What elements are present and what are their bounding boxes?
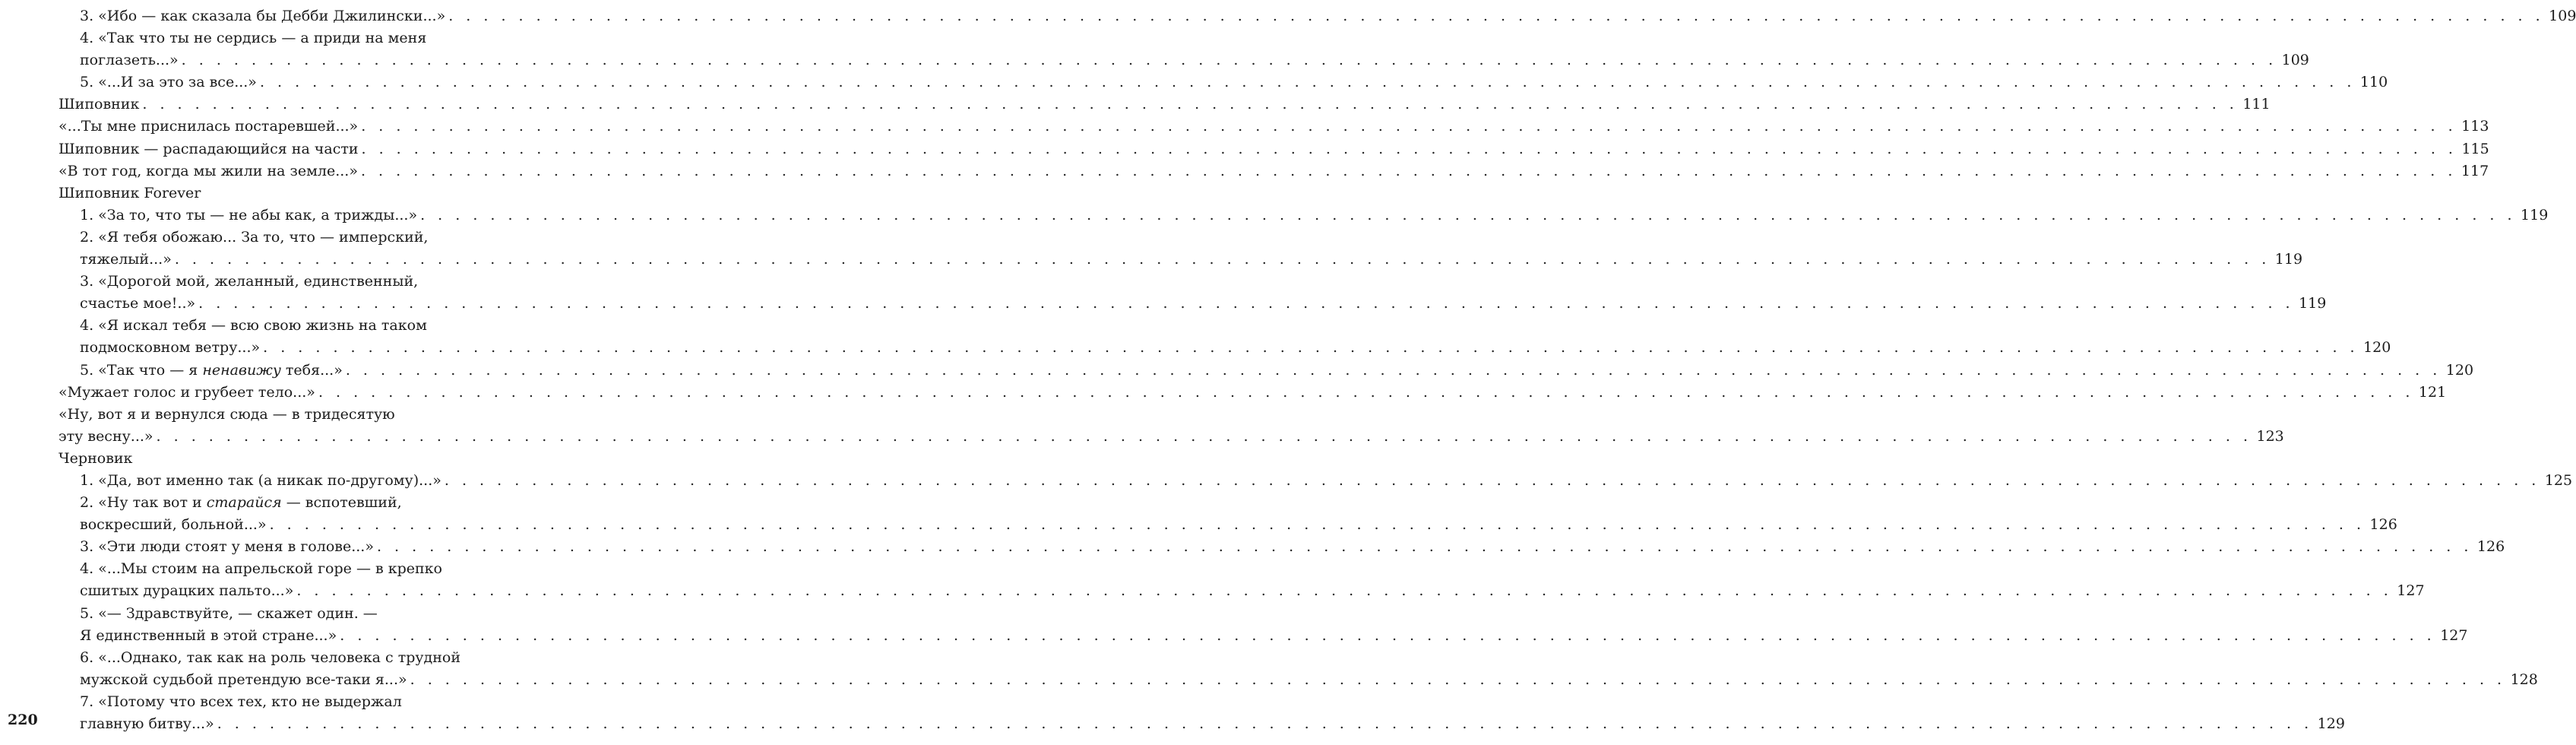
toc-entry-title: сшитых дурацких пальто...» (80, 582, 294, 600)
dot-leader: . . . . . . . . . . . . . . . . . . . . . . . . . . . . . . . . . . . . . . . . . . . . . . . . . . . . . . . . . . . . . . . . . . . . . . . . . . . . . . . . . . . . . . . . . . . . . . . . . . . . . . . . . . . . . . . . . . . . . . . . (345, 361, 2442, 379)
page-number: 220 (8, 712, 38, 728)
dot-leader: . . . . . . . . . . . . . . . . . . . . . . . . . . . . . . . . . . . . . . . . . . . . . . . . . . . . . . . . . . . . . . . . . . . . . . . . . . . . . . . . . . . . . . . . . . . . . . . . . . . . . . . . . . . . . . . . . . . . . . . . (444, 471, 2540, 489)
dot-leader: . . . . . . . . . . . . . . . . . . . . . . . . . . . . . . . . . . . . . . . . . . . . . . . . . . . . . . . . . . . . . . . . . . . . . . . . . . . . . . . . . . . . . . . . . . . . . . . . . . . . . . . . . . . . . . . . . . . . . . . . (259, 74, 2356, 91)
toc-entry-title: «Ну, вот я и вернулся сюда — в тридесятую (59, 405, 395, 423)
toc-entry[interactable] (0, 138, 2489, 160)
toc-entry[interactable] (0, 404, 2284, 448)
toc-entry[interactable] (0, 492, 2397, 536)
toc-page-number: 113 (2461, 118, 2489, 135)
toc-entry-line (0, 271, 508, 293)
toc-entry-line (0, 49, 2309, 71)
dot-leader: . . . . . . . . . . . . . . . . . . . . . . . . . . . . . . . . . . . . . . . . . . . . . . . . . . . . . . . . . . . . . . . . . . . . . . . . . . . . . . . . . . . . . . . . . . . . . . . . . . . . . . . . . . . . . . . . . . . . . . . . (410, 670, 2506, 688)
toc-entry-line (0, 558, 508, 580)
toc-entry-line (0, 713, 2345, 735)
toc-entry-line (0, 448, 508, 470)
dot-leader: . . . . . . . . . . . . . . . . . . . . . . . . . . . . . . . . . . . . . . . . . . . . . . . . . . . . . . . . . . . . . . . . . . . . . . . . . . . . . . . . . . . . . . . . . . . . . . . . . . . . . . . . . . . . . . . . . . . . . . . . (318, 383, 2414, 401)
toc-entry-title: 2. «Я тебя обожаю... За то, что — имперский, (80, 228, 429, 246)
toc-page-number: 111 (2242, 96, 2271, 113)
toc-entry-line (0, 138, 2489, 160)
toc-page-number: 120 (2363, 339, 2391, 357)
toc-entry-line (0, 116, 2489, 138)
toc-entry-title: «...Ты мне приснилась постаревшей...» (59, 118, 359, 135)
toc-entry-line (0, 337, 2391, 359)
table-of-contents (0, 5, 2576, 735)
toc-entry-title: Я единственный в этой стране...» (80, 626, 337, 644)
toc-entry[interactable] (0, 227, 2303, 271)
toc-page-number: 127 (2397, 582, 2425, 600)
toc-page-number: 109 (2281, 52, 2309, 69)
toc-entry-title: счастье мое!..» (80, 295, 196, 312)
dot-leader: . . . . . . . . . . . . . . . . . . . . . . . . . . . . . . . . . . . . . . . . . . . . . . . . . . . . . . . . . . . . . . . . . . . . . . . . . . . . . . . . . . . . . . . . . . . . . . . . . . . . . . . . . . . . . . . . . . . . . . . . (296, 582, 2393, 600)
toc-entry-title: 1. «Да, вот именно так (а никак по-другому)...» (80, 471, 441, 489)
toc-entry-title: главную битву...» (80, 715, 214, 732)
toc-entry-line (0, 315, 508, 337)
toc-entry-title: поглазеть...» (80, 52, 179, 69)
dot-leader: . . . . . . . . . . . . . . . . . . . . . . . . . . . . . . . . . . . . . . . . . . . . . . . . . . . . . . . . . . . . . . . . . . . . . . . . . . . . . . . . . . . . . . . . . . . . . . . . . . . . . . . . . . . . . . . . . . . . . . . . (217, 715, 2313, 732)
toc-entry-line (0, 404, 508, 426)
toc-page-number: 119 (2299, 295, 2327, 312)
toc-entry[interactable] (0, 160, 2489, 182)
toc-entry[interactable] (0, 315, 2391, 359)
toc-entry[interactable] (0, 536, 2505, 558)
toc-entry-title: 3. «Ибо — как сказала бы Дебби Джилински...» (80, 8, 446, 24)
toc-entry-title: 5. «— Здравствуйте, — скажет один. — (80, 604, 378, 622)
toc-entry-title: 7. «Потому что всех тех, кто не выдержал (80, 693, 402, 710)
toc-entry-title: 2. «Ну так вот и старайся — вспотевший, (80, 494, 402, 512)
toc-entry[interactable] (0, 360, 2474, 382)
toc-page-number: 125 (2544, 471, 2573, 489)
toc-entry-title: 3. «Дорогой мой, желанный, единственный, (80, 273, 419, 290)
dot-leader: . . . . . . . . . . . . . . . . . . . . . . . . . . . . . . . . . . . . . . . . . . . . . . . . . . . . . . . . . . . . . . . . . . . . . . . . . . . . . . . . . . . . . . . . . . . . . . . . . . . . . . . . . . . . . . . . . . . . . . . . (263, 339, 2359, 357)
toc-entry-line (0, 470, 2573, 492)
toc-page-number: 129 (2317, 715, 2345, 732)
toc-entry-title: 4. «Я искал тебя — всю свою жизнь на таком (80, 317, 427, 334)
toc-entry[interactable] (0, 71, 2388, 94)
toc-entry-title: Шиповник — распадающийся на части (59, 140, 359, 157)
toc-entry-line (0, 249, 2303, 271)
toc-entry-line (0, 625, 2468, 647)
dot-leader: . . . . . . . . . . . . . . . . . . . . . . . . . . . . . . . . . . . . . . . . . . . . . . . . . . . . . . . . . . . . . . . . . . . . . . . . . . . . . . . . . . . . . . . . . . . . . . . . . . . . . . . . . . . . . . . . . . . . . . . . (340, 626, 2436, 644)
toc-page-number: 126 (2476, 538, 2505, 556)
toc-entry-title: мужской судьбой претендую все-таки я...» (80, 670, 407, 688)
emphasis: старайся (206, 494, 282, 512)
toc-entry-title: Черновик (59, 449, 133, 467)
toc-entry-title: 1. «За то, что ты — не абы как, а трижды...» (80, 206, 418, 224)
dot-leader: . . . . . . . . . . . . . . . . . . . . . . . . . . . . . . . . . . . . . . . . . . . . . . . . . . . . . . . . . . . . . . . . . . . . . . . . . . . . . . . . . . . . . . . . . . . . . . . . . . . . . . . . . . . . . . . . . . . . . . . . (420, 206, 2517, 224)
toc-entry-line (0, 204, 2549, 227)
dot-leader: . . . . . . . . . . . . . . . . . . . . . . . . . . . . . . . . . . . . . . . . . . . . . . . . . . . . . . . . . . . . . . . . . . . . . . . . . . . . . . . . . . . . . . . . . . . . . . . . . . . . . . . . . . . . . . . . . . . . . . . . (448, 8, 2545, 24)
toc-entry-title: подмосковном ветру...» (80, 339, 261, 357)
toc-page-number: 127 (2440, 626, 2468, 644)
toc-entry-title: Шиповник Forever (59, 184, 201, 201)
toc-page-number: 109 (2549, 8, 2576, 24)
toc-entry-title: воскресший, больной...» (80, 516, 267, 534)
toc-entry-line (0, 71, 2388, 94)
toc-entry-line (0, 514, 2397, 536)
dot-leader: . . . . . . . . . . . . . . . . . . . . . . . . . . . . . . . . . . . . . . . . . . . . . . . . . . . . . . . . . . . . . . . . . . . . . . . . . . . . . . . . . . . . . . . . . . . . . . . . . . . . . . . . . . . . . . . . . . . . . . . . (361, 118, 2457, 135)
toc-entry-line (0, 5, 2576, 27)
toc-entry-title: тяжелый...» (80, 251, 172, 268)
toc-entry[interactable] (0, 94, 2271, 116)
toc-entry[interactable] (0, 5, 2576, 27)
toc-entry-title: «В тот год, когда мы жили на земле...» (59, 162, 358, 179)
toc-page-number: 117 (2460, 162, 2489, 179)
toc-page-number: 121 (2418, 383, 2447, 401)
dot-leader: . . . . . . . . . . . . . . . . . . . . . . . . . . . . . . . . . . . . . . . . . . . . . . . . . . . . . . . . . . . . . . . . . . . . . . . . . . . . . . . . . . . . . . . . . . . . . . . . . . . . . . . . . . . . . . . . . . . . . . . . (198, 295, 2295, 312)
dot-leader: . . . . . . . . . . . . . . . . . . . . . . . . . . . . . . . . . . . . . . . . . . . . . . . . . . . . . . . . . . . . . . . . . . . . . . . . . . . . . . . . . . . . . . . . . . . . . . . . . . . . . . . . . . . . . . . . . . . . . . . . (156, 427, 2252, 445)
toc-entry[interactable] (0, 204, 2549, 227)
toc-entry[interactable] (0, 558, 2425, 602)
toc-entry-title: 4. «...Мы стоим на апрельской горе — в крепко (80, 560, 442, 578)
toc-entry-line (0, 382, 2447, 404)
toc-entry[interactable] (0, 271, 2327, 315)
dot-leader: . . . . . . . . . . . . . . . . . . . . . . . . . . . . . . . . . . . . . . . . . . . . . . . . . . . . . . . . . . . . . . . . . . . . . . . . . . . . . . . . . . . . . . . . . . . . . . . . . . . . . . . . . . . . . . . . . . . . . . . . (376, 538, 2473, 556)
toc-entry-title: 4. «Так что ты не сердись — а приди на меня (80, 30, 427, 47)
dot-leader: . . . . . . . . . . . . . . . . . . . . . . . . . . . . . . . . . . . . . . . . . . . . . . . . . . . . . . . . . . . . . . . . . . . . . . . . . . . . . . . . . . . . . . . . . . . . . . . . . . . . . . . . . . . . . . . . . . . . . . . . (142, 96, 2239, 113)
toc-entry-line (0, 669, 2538, 691)
toc-entry-title: 3. «Эти люди стоят у меня в голове...» (80, 538, 374, 556)
toc-page-number: 120 (2445, 361, 2474, 379)
dot-leader: . . . . . . . . . . . . . . . . . . . . . . . . . . . . . . . . . . . . . . . . . . . . . . . . . . . . . . . . . . . . . . . . . . . . . . . . . . . . . . . . . . . . . . . . . . . . . . . . . . . . . . . . . . . . . . . . . . . . . . . . (181, 52, 2277, 69)
dot-leader: . . . . . . . . . . . . . . . . . . . . . . . . . . . . . . . . . . . . . . . . . . . . . . . . . . . . . . . . . . . . . . . . . . . . . . . . . . . . . . . . . . . . . . . . . . . . . . . . . . . . . . . . . . . . . . . . . . . . . . . . (361, 140, 2457, 157)
toc-entry-title: 6. «...Однако, так как на роль человека с трудной (80, 648, 461, 666)
toc-entry[interactable] (0, 116, 2489, 138)
toc-entry-line (0, 293, 2327, 315)
toc-entry-line (0, 94, 2271, 116)
toc-entry-title: эту весну...» (59, 427, 153, 445)
dot-leader: . . . . . . . . . . . . . . . . . . . . . . . . . . . . . . . . . . . . . . . . . . . . . . . . . . . . . . . . . . . . . . . . . . . . . . . . . . . . . . . . . . . . . . . . . . . . . . . . . . . . . . . . . . . . . . . . . . . . . . . . (360, 162, 2457, 179)
toc-page-number: 128 (2510, 670, 2538, 688)
toc-entry-line (0, 160, 2489, 182)
toc-entry-title: «Мужает голос и грубеет тело...» (59, 383, 315, 401)
toc-page-number: 123 (2256, 427, 2284, 445)
toc-entry[interactable] (0, 182, 508, 204)
dot-leader: . . . . . . . . . . . . . . . . . . . . . . . . . . . . . . . . . . . . . . . . . . . . . . . . . . . . . . . . . . . . . . . . . . . . . . . . . . . . . . . . . . . . . . . . . . . . . . . . . . . . . . . . . . . . . . . . . . . . . . . . (174, 251, 2271, 268)
toc-entry-title: 5. «...И за это за все...» (80, 74, 257, 91)
emphasis: ненавижу (202, 361, 281, 379)
toc-entry[interactable] (0, 691, 2345, 735)
toc-entry[interactable] (0, 382, 2447, 404)
toc-entry-line (0, 182, 508, 204)
toc-page-number: 126 (2369, 516, 2397, 534)
toc-entry-line (0, 647, 508, 669)
toc-page-number: 119 (2274, 251, 2303, 268)
dot-leader: . . . . . . . . . . . . . . . . . . . . . . . . . . . . . . . . . . . . . . . . . . . . . . . . . . . . . . . . . . . . . . . . . . . . . . . . . . . . . . . . . . . . . . . . . . . . . . . . . . . . . . . . . . . . . . . . . . . . . . . . (269, 516, 2366, 534)
toc-entry-line (0, 492, 508, 514)
toc-entry[interactable] (0, 27, 2309, 71)
toc-entry[interactable] (0, 603, 2468, 647)
toc-entry-line (0, 360, 2474, 382)
toc-entry-line (0, 426, 2284, 448)
toc-entry-title: Шиповник (59, 96, 140, 113)
toc-page-number: 119 (2521, 206, 2549, 224)
toc-entry-line (0, 691, 508, 713)
toc-entry-line (0, 27, 508, 49)
toc-entry-line (0, 580, 2425, 602)
toc-page-number: 115 (2461, 140, 2489, 157)
toc-entry[interactable] (0, 448, 508, 470)
toc-entry-line (0, 227, 508, 249)
toc-page-number: 110 (2359, 74, 2388, 91)
toc-entry-title: 5. «Так что — я ненавижу тебя...» (80, 361, 343, 379)
toc-entry-line (0, 536, 2505, 558)
toc-entry[interactable] (0, 647, 2538, 691)
toc-entry-line (0, 603, 508, 625)
toc-entry[interactable] (0, 470, 2573, 492)
